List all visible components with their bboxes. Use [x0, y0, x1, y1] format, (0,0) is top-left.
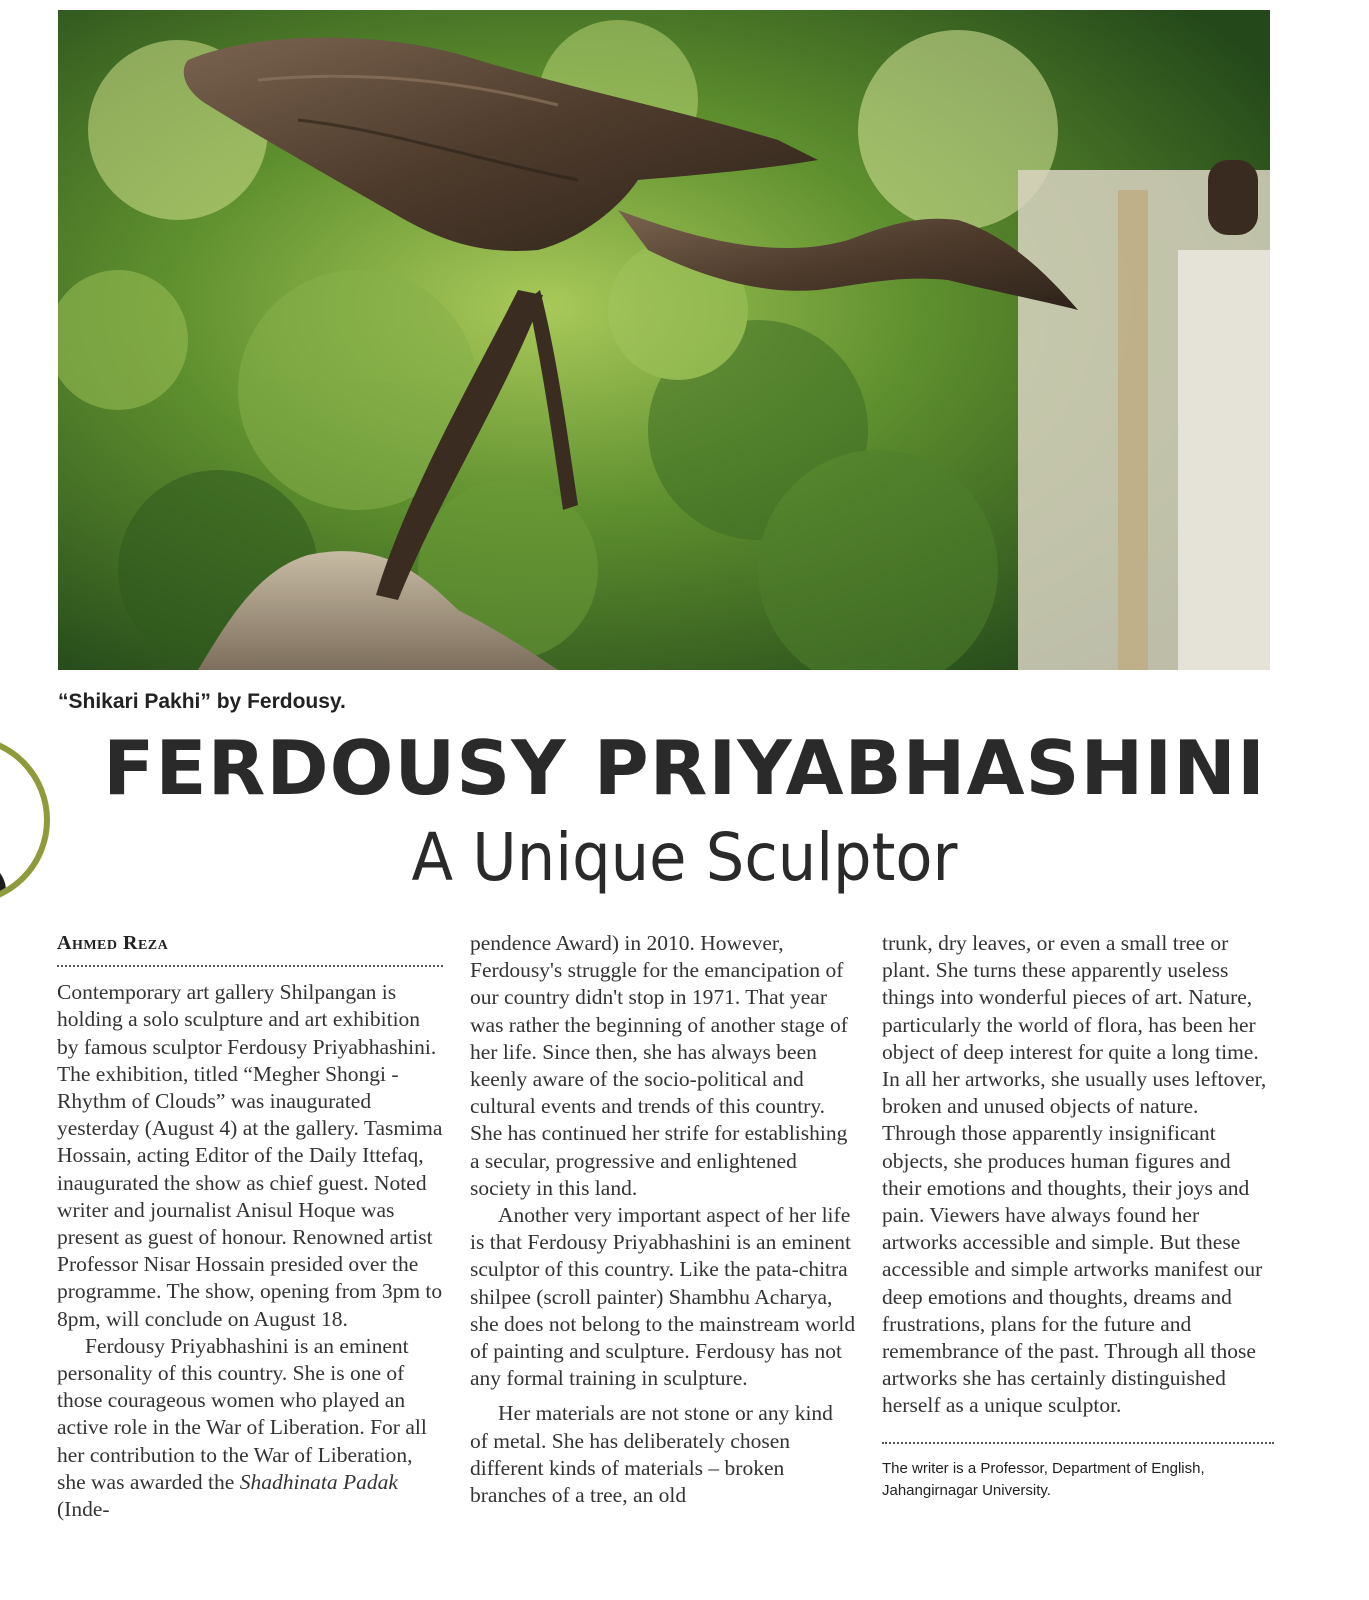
paragraph: trunk, dry leaves, or even a small tree or plant. She turns these apparently useless things into wonderful pieces of art. Nature, particularly the world of flora, has been her object of deep interest for quite a long time. In all her artworks, she usually uses leftover, broken and unused objects of nature. Through those apparently insignificant objects, she produces human figures and their emotions and thoughts, their joys and pain. Viewers have always found her artworks accessible and simple. But these accessible and simple artworks manifest our deep emotions and thoughts, dreams and frustrations, plans for the future and remembrance of the past. Through all those artworks she has certainly distinguished herself as a unique sculptor.: [882, 931, 1267, 1418]
award-name: Shadhinata Padak: [239, 1469, 398, 1494]
paragraph: Her materials are not stone or any kind of metal. She has deliberately chosen different kinds of materials – broken branches of a tree, an old: [470, 1401, 833, 1508]
writer-note: The writer is a Professor, Department of English, Jahangirnagar University.: [882, 1459, 1205, 1499]
paragraph: Another very important aspect of her life is that Ferdousy Priyabhashini is an eminent sculptor of this country. Like the pata-chitra shilpee (scroll painter) Shambhu Acharya, she does not belong to the mainstream world of painting and sculpture. Ferdousy has not any formal training in sculpture.: [470, 1203, 856, 1391]
headline: FERDOUSY PRIYABHASHINI: [103, 724, 1266, 812]
article-column-1: [57, 930, 443, 1523]
paragraph: pendence Award) in 2010. However, Ferdousy's struggle for the emancipation of our country didn't stop in 1971. That year was rather the beginning of another stage of her life. Since then, she has always been keenly aware of the socio-political and cultural events and trends of this country. She has continued her strife for establishing a secular, progressive and enlightened society in this land.: [470, 931, 848, 1200]
dotted-divider: [882, 1442, 1274, 1444]
paragraph: Contemporary art gallery Shilpangan is holding a solo sculpture and art exhibition by famous sculptor Ferdousy Priyabhashini. The exhibition, titled “Megher Shongi - Rhythm of Clouds” was inaugurated yesterday (August 4) at the gallery. Tasmima Hossain, acting Editor of the Daily Ittefaq, inaugurated the show as chief guest. Noted writer and journalist Anisul Hoque was present as guest of honour. Renowned artist Professor Nisar Hossain presided over the programme. The show, opening from 3pm to 8pm, will conclude on August 18.: [57, 980, 443, 1331]
dotted-divider: [57, 965, 443, 967]
article-column-3: [882, 930, 1274, 1502]
article-column-2: [470, 930, 856, 1509]
byline: Ahmed Reza: [57, 932, 169, 954]
article-photo: [58, 10, 1270, 670]
paragraph-text: Ferdousy Priyabhashini is an eminent personality of this country. She is one of those courageous women who played an active role in the War of Liberation. For all her contribution to the War of Liberation, she was awarded the: [57, 1333, 427, 1494]
avatar-silhouette: [0, 861, 6, 891]
paragraph-text: (Inde-: [57, 1497, 110, 1522]
subheadline: A Unique Sculptor: [411, 819, 958, 896]
wooden-bird-sculpture-photo: [58, 10, 1270, 670]
paragraph: [57, 1333, 443, 1523]
photo-caption: “Shikari Pakhi” by Ferdousy.: [58, 690, 346, 713]
paragraph-gap: [470, 1392, 856, 1400]
